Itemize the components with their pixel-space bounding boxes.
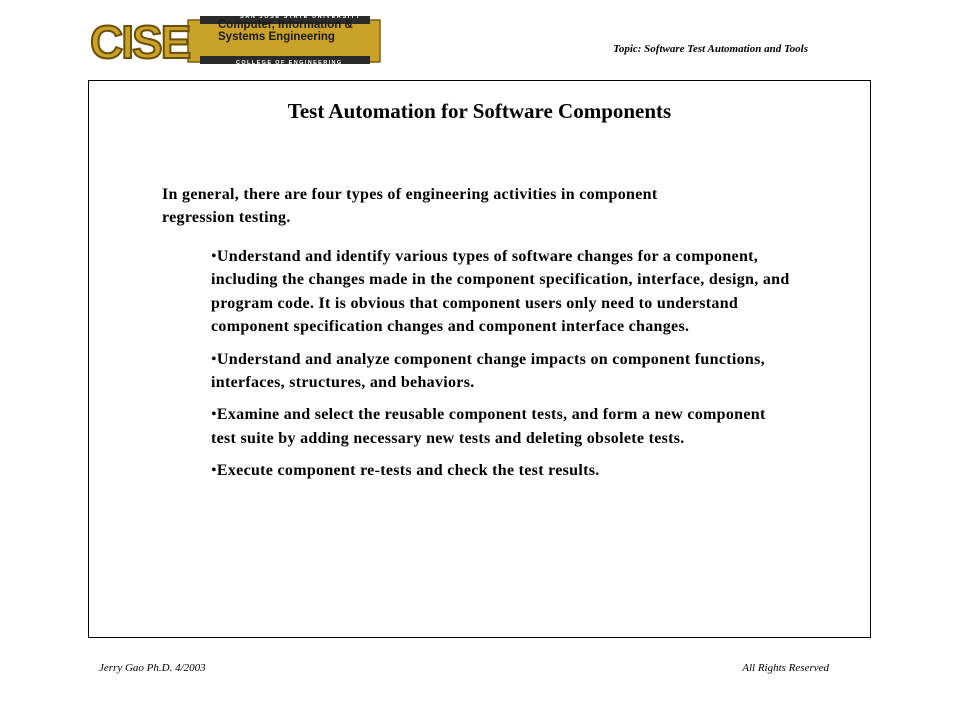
- bullet-item: [211, 403, 791, 450]
- bullet-icon: •: [211, 248, 217, 265]
- bullet-icon: •: [211, 350, 217, 368]
- logo-university: SAN JOSE STATE UNIVERSITY: [240, 14, 362, 20]
- bullet-text: Examine and select the reusable component tests, and form a new component test suite by adding necessary new tests and deleting obsolete tests.: [211, 406, 766, 447]
- logo-line-1: Computer, Information &: [218, 19, 353, 31]
- footer-author: Jerry Gao Ph.D. 4/2003: [99, 662, 206, 674]
- bullet-list: [211, 245, 791, 492]
- intro-paragraph: In general, there are four types of engineering activities in component regression testing.: [162, 186, 658, 226]
- bullet-text: Understand and identify various types of software changes for a component, including the changes made in the component specification, interface, design, and program code. It is obvious that component users only need to understand component specification changes and component interface changes.: [211, 248, 790, 336]
- bullet-item: [211, 245, 791, 339]
- bullet-text: Understand and analyze component change impacts on component functions, interfaces, structures, and behaviors.: [211, 350, 765, 392]
- bullet-icon: •: [211, 406, 217, 424]
- bullet-text: Execute component re-tests and check the test results.: [216, 462, 600, 480]
- footer-rights: All Rights Reserved: [742, 662, 829, 674]
- bullet-item: [211, 348, 791, 395]
- bullet-item: [211, 459, 791, 482]
- logo-line-2: Systems Engineering: [218, 30, 335, 43]
- topic-label: Topic: Software Test Automation and Tools: [613, 43, 808, 55]
- slide-title: Test Automation for Software Components: [287, 99, 672, 123]
- logo-text-block: [206, 14, 376, 66]
- slide-frame: [88, 80, 871, 638]
- cise-logo: [88, 14, 382, 66]
- logo-letters: CISE: [90, 16, 190, 66]
- logo-college: COLLEGE OF ENGINEERING: [236, 60, 343, 66]
- bullet-icon: •: [211, 462, 217, 480]
